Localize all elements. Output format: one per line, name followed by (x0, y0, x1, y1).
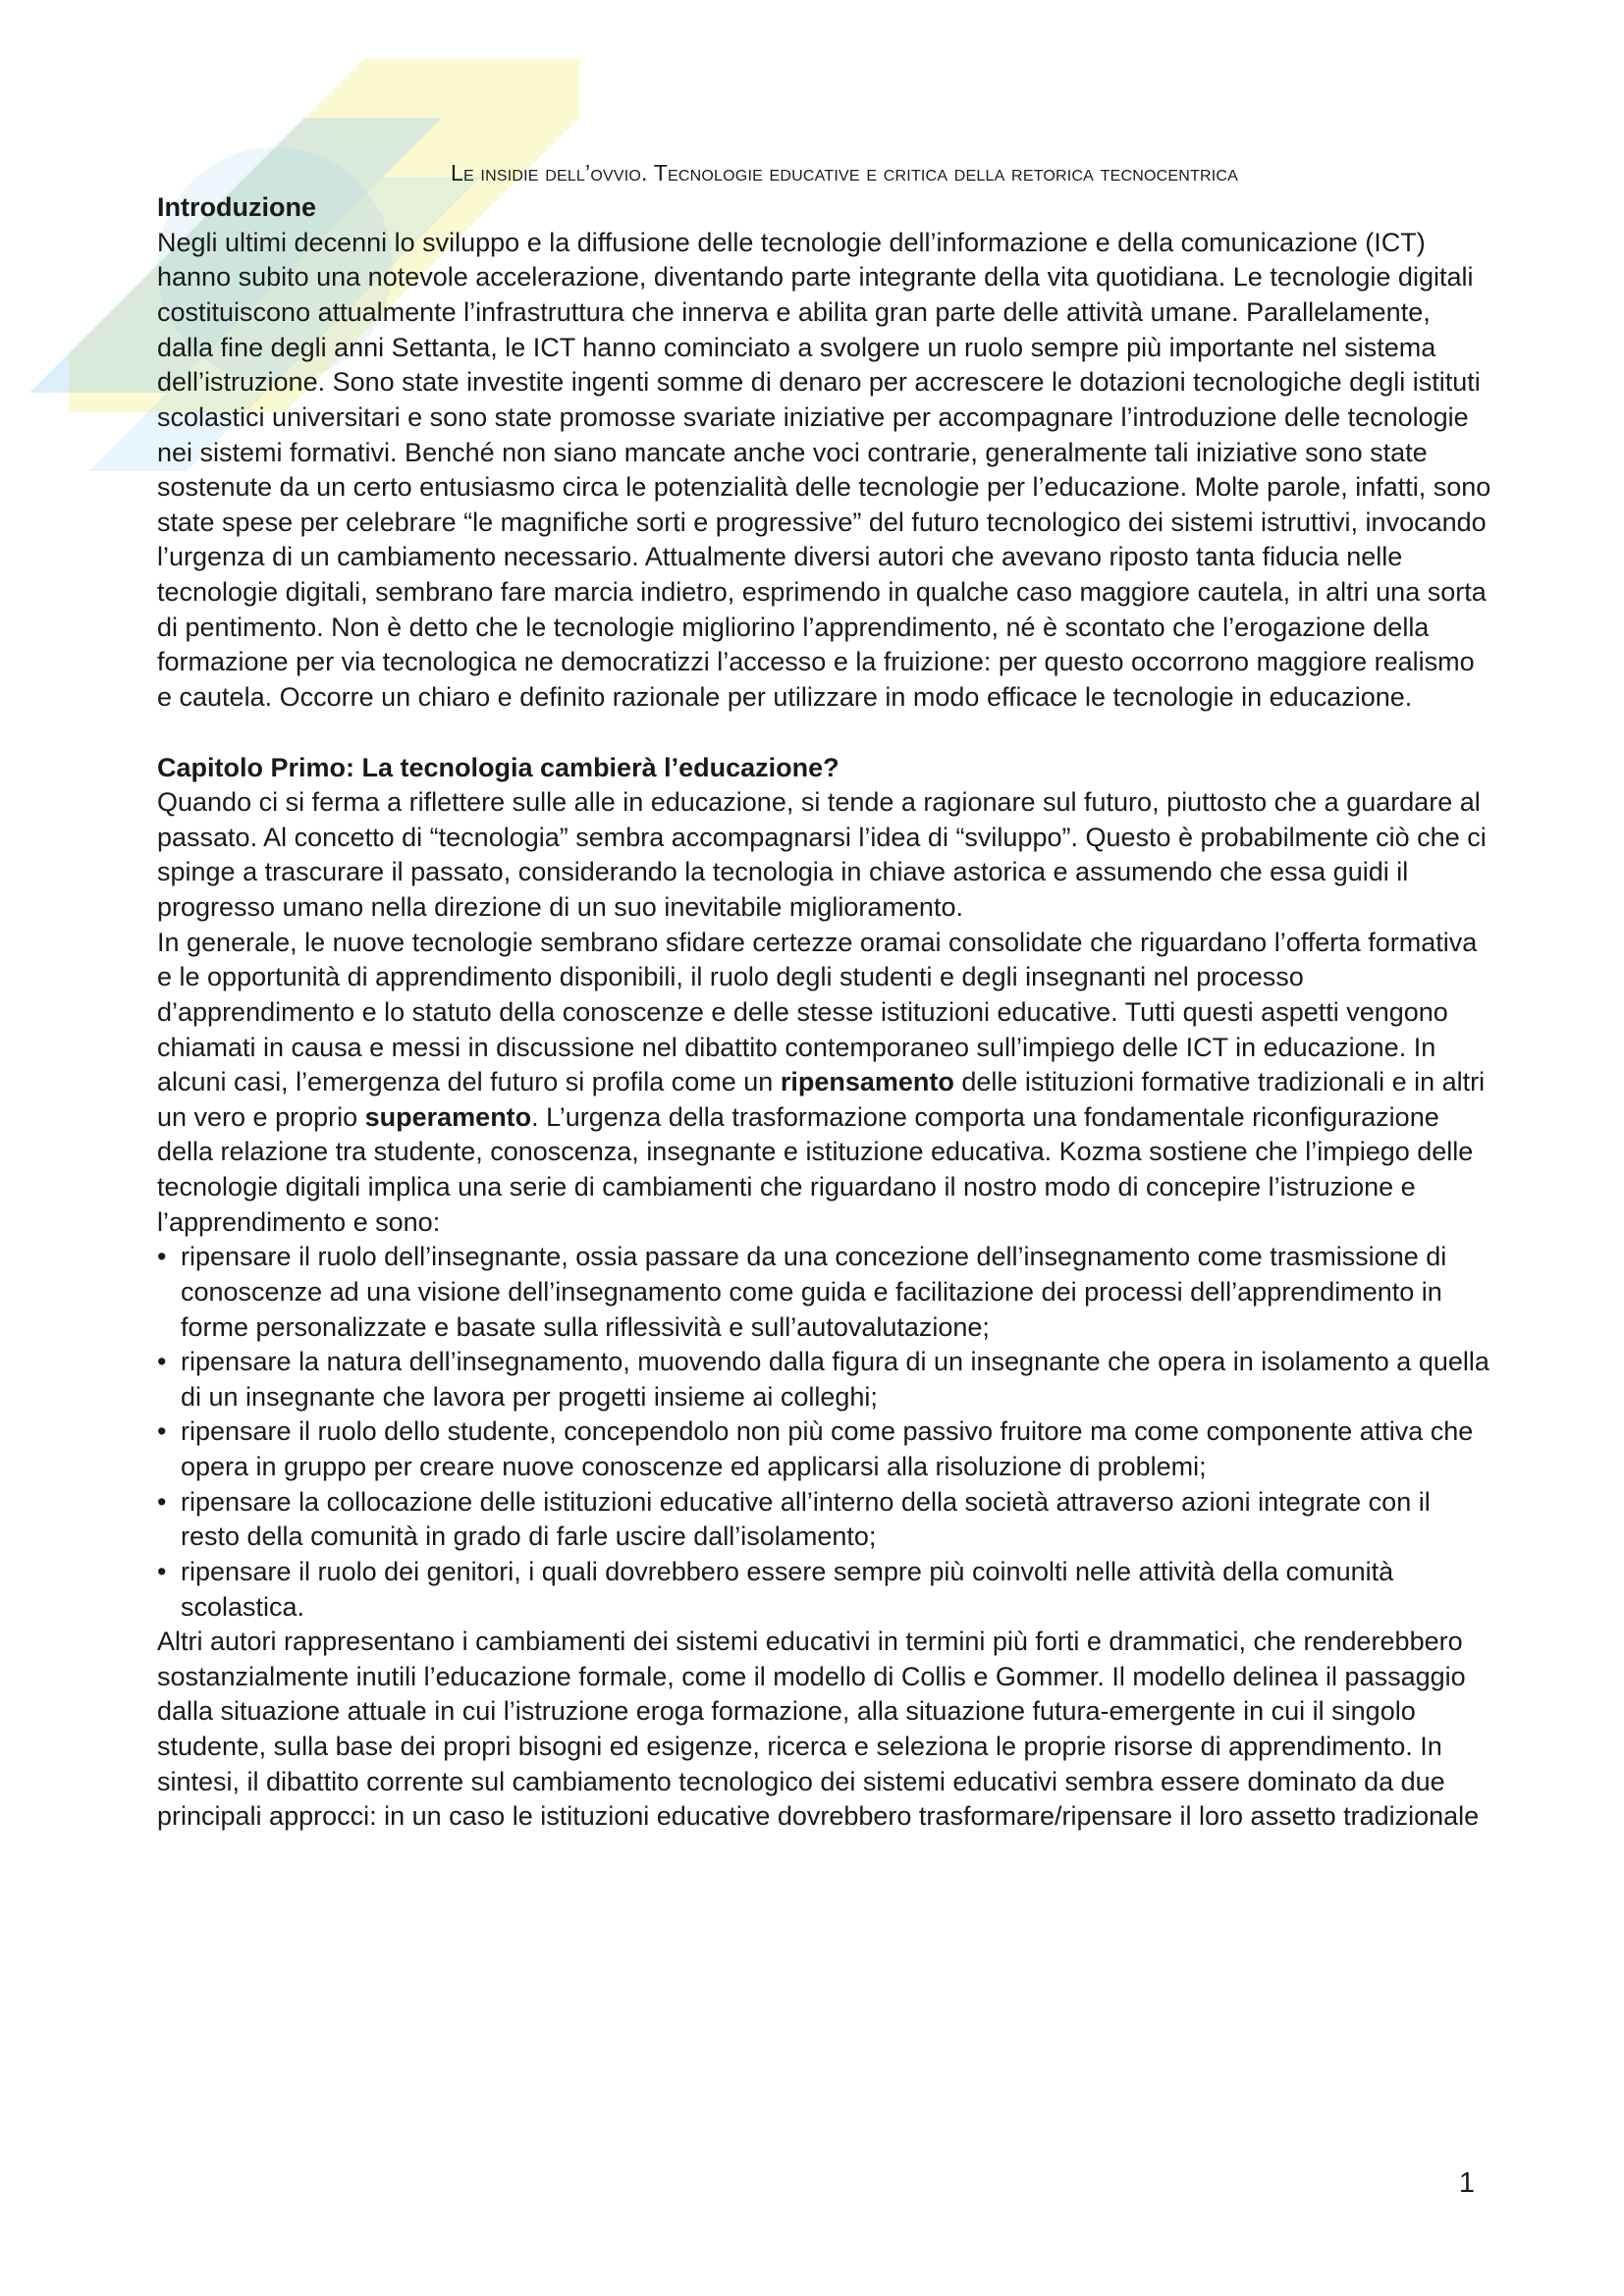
list-item (157, 1555, 1492, 1625)
bullet-icon: • (157, 1416, 167, 1447)
list-item-text: ripensare il ruolo dell’insegnante, ossia passare da una concezione dell’insegnamento come trasmissione di conoscenze ad una visione dell’insegnamento come guida e facilitazione dei processi dell’apprendimento in forme personalizzate e basate sulla riflessività e sull’autovalutazione; (181, 1242, 1447, 1342)
list-item-text: ripensare il ruolo dei genitori, i quali dovrebbero essere sempre più coinvolti nelle attività della comunità scolastica. (181, 1556, 1394, 1622)
list-item (157, 1415, 1492, 1484)
bullet-icon: • (157, 1242, 167, 1272)
paragraph-text: In generale, le nuove tecnologie sembrano sfidare certezze oramai consolidate che riguardano l’offerta formativa e le opportunità di apprendimento disponibili, il ruolo degli studenti e degli insegnanti nel processo d’apprendimento e lo statuto della conoscenze e delle stesse istituzioni educative. Tutti questi aspetti vengono chiamati in causa e messi in discussione nel dibattito contemporaneo sull’impiego delle ICT in educazione. In alcuni casi, l’emergenza del futuro si profila come un (157, 927, 1478, 1097)
emphasis-ripensamento: ripensamento (780, 1067, 954, 1097)
paragraph-text: . L’urgenza della trasformazione comporta una fondamentale riconfigurazione della relazione tra studente, conoscenza, insegnante e istituzione educativa. Kozma sostiene che l’impiego delle tecnologie digitali implica una serie di cambiamenti che riguardano il nostro modo di concepire l’istruzione e l’apprendimento e sono: (157, 1101, 1474, 1237)
bullet-icon: • (157, 1347, 167, 1377)
kozma-changes-list (157, 1240, 1492, 1625)
page-number: 1 (1458, 2167, 1475, 2199)
list-item-text: ripensare il ruolo dello studente, concependolo non più come passivo fruitore ma come componente attiva che opera in gruppo per creare nuove conoscenze ed applicarsi alla risoluzione di problemi; (181, 1416, 1474, 1482)
list-item (157, 1240, 1492, 1345)
list-item (157, 1485, 1492, 1555)
paragraph-text: delle istituzioni formative tradizionali e in altri un vero e proprio (157, 1067, 1486, 1132)
chapter-paragraph-3: Altri autori rappresentano i cambiamenti dei sistemi educativi in termini più forti e drammatici, che renderebbero sostanzialmente inutili l’educazione formale, come il modello di Collis e Gommer. Il modello delinea il passaggio dalla situazione attuale in cui l’istruzione eroga formazione, alla situazione futura-emergente in cui il singolo studente, sulla base dei propri bisogni ed esigenze, ricerca e seleziona le proprie risorse di apprendimento. In sintesi, il dibattito corrente sul cambiamento tecnologico dei sistemi educativi sembra essere dominato da due principali approcci: in un caso le istituzioni educative dovrebbero trasformare/ripensare il loro assetto tradizionale (157, 1627, 1480, 1832)
chapter-heading: Capitolo Primo: La tecnologia cambierà l’educazione? (157, 752, 839, 782)
bullet-icon: • (157, 1486, 167, 1517)
chapter-paragraph-1: Quando ci si ferma a riflettere sulle alle in educazione, si tende a ragionare sul futuro, piuttosto che a guardare al passato. Al concetto di “tecnologia” sembra accompagnarsi l’idea di “sviluppo”. Questo è probabilmente ciò che ci spinge a trascurare il passato, considerando la tecnologia in chiave astorica e assumendo che essa guidi il progresso umano nella direzione di un suo inevitabile miglioramento. (157, 787, 1487, 923)
bullet-icon: • (157, 1556, 167, 1586)
document-title: Le insidie dell’ovvio. Tecnologie educative e critica della retorica tecnocentrica (450, 160, 1239, 186)
intro-heading: Introduzione (157, 192, 316, 223)
document-page (157, 157, 1492, 1835)
list-item (157, 1345, 1492, 1415)
chapter-paragraph-2 (157, 926, 1492, 1241)
intro-paragraph: Negli ultimi decenni lo sviluppo e la diffusione delle tecnologie dell’informazione e della comunicazione (ICT) hanno subito una notevole accelerazione, diventando parte integrante della vita quotidiana. Le tecnologie digitali costituiscono attualmente l’infrastruttura che innerva e abilita gran parte delle attività umane. Parallelamente, dalla fine degli anni Settanta, le ICT hanno cominciato a svolgere un ruolo sempre più importante nel sistema dell’istruzione. Sono state investite ingenti somme di denaro per accrescere le dotazioni tecnologiche degli istituti scolastici universitari e sono state promosse svariate iniziative per accompagnare l’introduzione delle tecnologie nei sistemi formativi. Benché non siano mancate anche voci contrarie, generalmente tali iniziative sono state sostenute da un certo entusiasmo circa le potenzialità delle tecnologie per l’educazione. Molte parole, infatti, sono state spese per celebrare “le magnifiche sorti e progressive” del futuro tecnologico dei sistemi istruttivi, invocando l’urgenza di un cambiamento necessario. Attualmente diversi autori che avevano riposto tanta fiducia nelle tecnologie digitali, sembrano fare marcia indietro, esprimendo in qualche caso maggiore cautela, in altri una sorta di pentimento. Non è detto che le tecnologie migliorino l’apprendimento, né è scontato che l’erogazione della formazione per via tecnologica ne democratizzi l’accesso e la fruizione: per questo occorrono maggiore realismo e cautela. Occorre un chiaro e definito razionale per utilizzare in modo efficace le tecnologie in educazione. (157, 227, 1491, 712)
list-item-text: ripensare la collocazione delle istituzioni educative all’interno della società attraverso azioni integrate con il resto della comunità in grado di farle uscire dall’isolamento; (181, 1486, 1431, 1552)
emphasis-superamento: superamento (364, 1101, 532, 1132)
section-gap (157, 716, 1492, 751)
list-item-text: ripensare la natura dell’insegnamento, muovendo dalla figura di un insegnante che opera in isolamento a quella di un insegnante che lavora per progetti insieme ai colleghi; (181, 1347, 1489, 1412)
